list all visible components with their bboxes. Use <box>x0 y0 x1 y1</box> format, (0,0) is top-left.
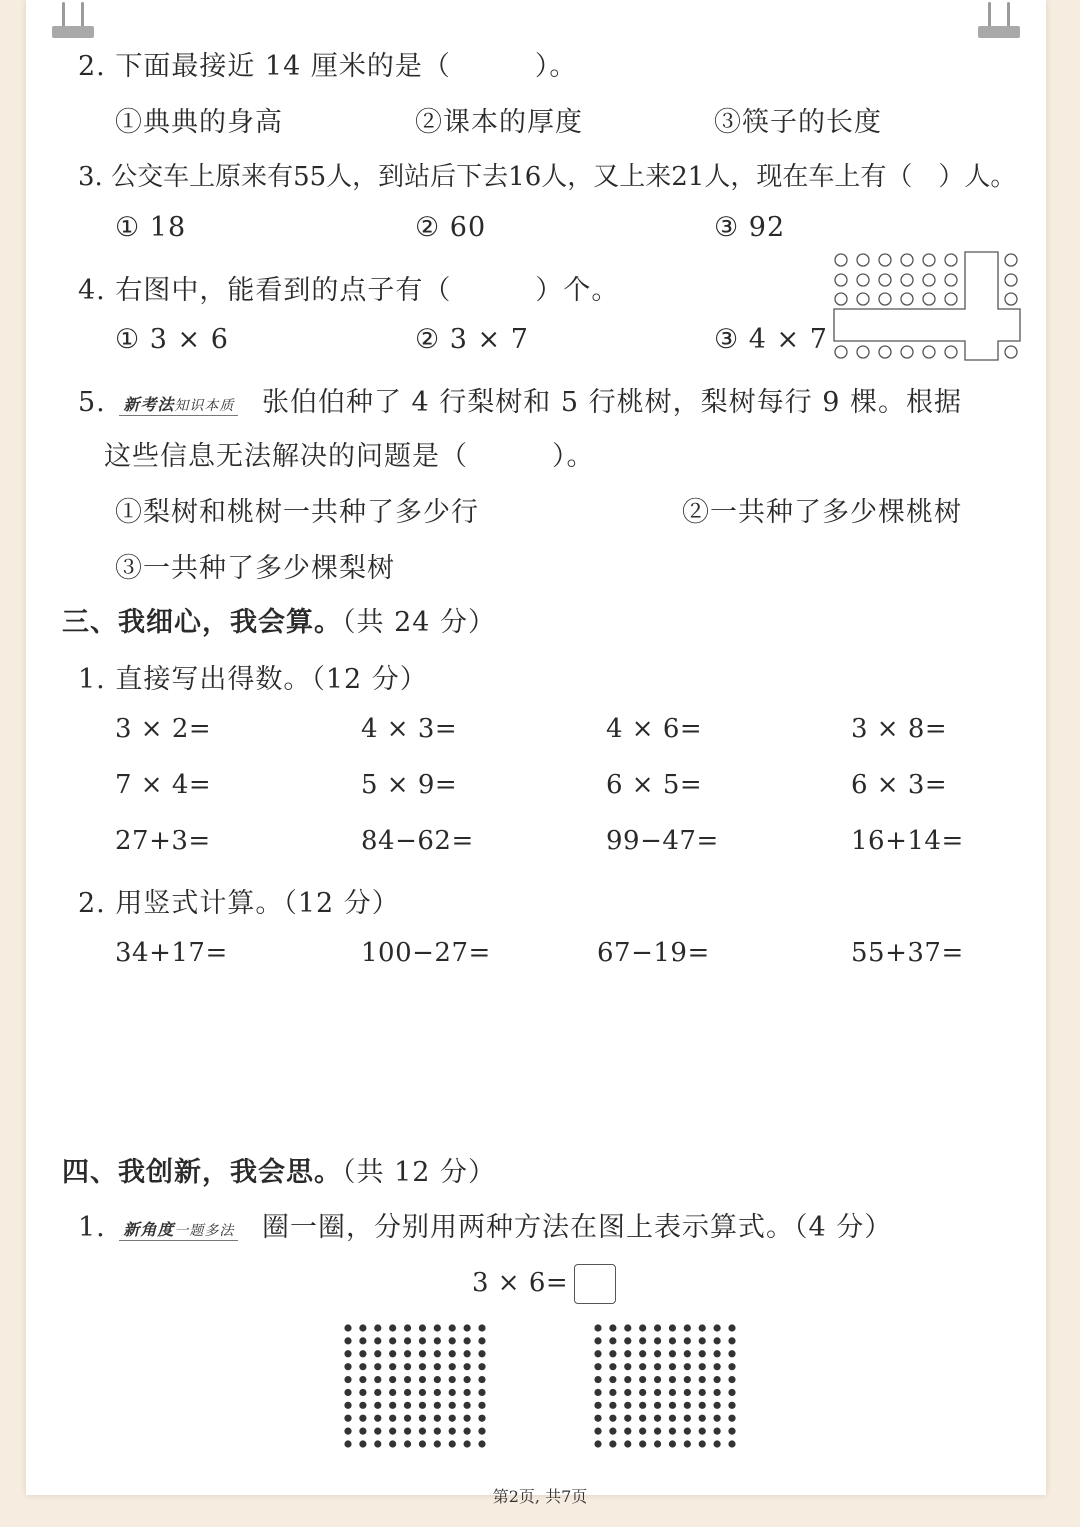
dot <box>594 1324 601 1331</box>
question-5-text-line-2: 这些信息无法解决的问题是（ ）。 <box>104 441 595 472</box>
dot <box>728 1440 735 1447</box>
dot <box>464 1350 471 1357</box>
dot <box>728 1363 735 1370</box>
dot <box>434 1350 441 1357</box>
dot <box>654 1350 661 1357</box>
dot <box>464 1389 471 1396</box>
vertical-calc-item: 100−27= <box>361 938 491 968</box>
dot <box>404 1428 411 1435</box>
dot <box>344 1428 351 1435</box>
dot <box>699 1415 706 1422</box>
tag-rest-text: 知识本质 <box>174 397 235 414</box>
dot <box>684 1350 691 1357</box>
dot <box>344 1440 351 1447</box>
dot <box>419 1363 426 1370</box>
dot <box>654 1415 661 1422</box>
dot <box>609 1337 616 1344</box>
dot <box>434 1363 441 1370</box>
dot <box>404 1363 411 1370</box>
dot <box>478 1389 485 1396</box>
dot <box>594 1337 601 1344</box>
dot <box>669 1324 676 1331</box>
dot <box>728 1337 735 1344</box>
dot <box>449 1324 456 1331</box>
dot <box>478 1376 485 1383</box>
dot <box>359 1337 366 1344</box>
dot <box>609 1428 616 1435</box>
dot <box>374 1337 381 1344</box>
dot <box>654 1324 661 1331</box>
dot <box>639 1428 646 1435</box>
dot <box>434 1324 441 1331</box>
dot <box>478 1402 485 1409</box>
dot <box>714 1415 721 1422</box>
dot <box>478 1324 485 1331</box>
dot <box>624 1363 631 1370</box>
dot <box>639 1402 646 1409</box>
dot <box>609 1389 616 1396</box>
section-4-question-1-number: 1. <box>78 1212 106 1243</box>
mental-math-item: 7 × 4= <box>115 770 212 800</box>
dot <box>419 1324 426 1331</box>
equation-line <box>472 1264 616 1304</box>
dot <box>654 1402 661 1409</box>
vertical-calc-item: 67−19= <box>597 938 710 968</box>
dot <box>714 1363 721 1370</box>
dot <box>624 1415 631 1422</box>
dot <box>449 1428 456 1435</box>
dot <box>404 1350 411 1357</box>
question-5-option-3: ③一共种了多少棵梨树 <box>115 553 395 584</box>
dot <box>344 1415 351 1422</box>
dot <box>654 1440 661 1447</box>
dot <box>624 1402 631 1409</box>
dot <box>669 1350 676 1357</box>
question-4-option-3: ③ 4 × 7 <box>714 324 828 355</box>
vertical-calc-item: 34+17= <box>115 938 228 968</box>
dot <box>594 1415 601 1422</box>
dot <box>609 1363 616 1370</box>
dot <box>714 1389 721 1396</box>
question-5-stem <box>78 380 962 419</box>
dot <box>609 1350 616 1357</box>
dot <box>684 1376 691 1383</box>
dot <box>449 1350 456 1357</box>
section-4-question-1-text: 圈一圈，分别用两种方法在图上表示算式。（4 分） <box>261 1212 893 1243</box>
dot <box>669 1415 676 1422</box>
mental-math-item: 4 × 6= <box>606 714 703 744</box>
dot <box>609 1402 616 1409</box>
question-2-option-1: ①典典的身高 <box>115 107 283 138</box>
dot <box>449 1402 456 1409</box>
dot <box>609 1376 616 1383</box>
mental-math-item: 3 × 2= <box>115 714 212 744</box>
question-4-option-1: ① 3 × 6 <box>115 324 229 355</box>
dot <box>609 1440 616 1447</box>
dot <box>684 1402 691 1409</box>
dot <box>389 1415 396 1422</box>
question-5-option-2: ②一共种了多少棵桃树 <box>682 497 962 528</box>
mental-math-item: 27+3= <box>115 826 211 856</box>
question-4-stem: 4. 右图中，能看到的点子有（ ）个。 <box>78 275 620 306</box>
dot <box>684 1415 691 1422</box>
section-4-title: 四、我创新，我会思。 <box>62 1157 342 1188</box>
dot <box>684 1337 691 1344</box>
dot <box>669 1337 676 1344</box>
dot <box>389 1428 396 1435</box>
dot <box>344 1376 351 1383</box>
new-exam-method-tag <box>119 392 238 416</box>
dot <box>419 1376 426 1383</box>
dot <box>404 1415 411 1422</box>
question-3-option-3: ③ 92 <box>714 212 786 243</box>
dot <box>699 1363 706 1370</box>
dot <box>464 1428 471 1435</box>
dot <box>359 1389 366 1396</box>
dot <box>594 1350 601 1357</box>
mental-math-item: 6 × 3= <box>851 770 948 800</box>
dot <box>359 1376 366 1383</box>
dot <box>464 1376 471 1383</box>
dot <box>624 1350 631 1357</box>
tag-bold-text: 新角度 <box>123 1219 175 1239</box>
dot <box>594 1363 601 1370</box>
dot <box>728 1428 735 1435</box>
dot <box>654 1389 661 1396</box>
dot <box>728 1402 735 1409</box>
mental-math-item: 99−47= <box>606 826 719 856</box>
dot <box>434 1402 441 1409</box>
dot <box>478 1337 485 1344</box>
dot <box>684 1389 691 1396</box>
question-3-option-2: ② 60 <box>415 212 487 243</box>
dot <box>714 1350 721 1357</box>
section-3-title: 三、我细心，我会算。 <box>62 607 342 638</box>
dot <box>478 1440 485 1447</box>
dot <box>669 1428 676 1435</box>
covered-dot-array-figure <box>832 250 1024 362</box>
dot <box>639 1415 646 1422</box>
binder-clip-right <box>978 0 1020 42</box>
dot <box>389 1350 396 1357</box>
dot <box>594 1376 601 1383</box>
dot <box>344 1389 351 1396</box>
dot <box>654 1337 661 1344</box>
dot <box>464 1363 471 1370</box>
dot <box>374 1350 381 1357</box>
dot <box>449 1376 456 1383</box>
question-3-stem: 3. 公交车上原来有55人，到站后下去16人，又上来21人，现在车上有（ ）人。 <box>78 162 1017 192</box>
tag-bold-text: 新考法 <box>123 394 175 414</box>
question-2-option-2: ②课本的厚度 <box>415 107 583 138</box>
dot <box>728 1389 735 1396</box>
section-3-part-2-title: 2. 用竖式计算。（12 分） <box>78 888 400 919</box>
dot <box>669 1402 676 1409</box>
dot <box>374 1440 381 1447</box>
dot <box>359 1440 366 1447</box>
dot <box>419 1440 426 1447</box>
dot-grid-right <box>590 1320 740 1452</box>
dot <box>639 1350 646 1357</box>
dot <box>419 1337 426 1344</box>
page-footer: 第2页, 共7页 <box>492 1487 588 1506</box>
dot <box>699 1376 706 1383</box>
dot <box>478 1428 485 1435</box>
dot <box>669 1363 676 1370</box>
dot <box>434 1440 441 1447</box>
dot <box>359 1363 366 1370</box>
question-3-option-1: ① 18 <box>115 212 187 243</box>
section-3-points: （共 24 分） <box>342 607 497 638</box>
dot <box>344 1337 351 1344</box>
dot <box>624 1376 631 1383</box>
answer-box[interactable] <box>574 1264 616 1304</box>
dot <box>654 1428 661 1435</box>
dot <box>714 1376 721 1383</box>
dot <box>419 1350 426 1357</box>
dot <box>714 1428 721 1435</box>
dot <box>609 1324 616 1331</box>
dot <box>624 1428 631 1435</box>
dot <box>389 1376 396 1383</box>
dot <box>654 1376 661 1383</box>
dot <box>714 1337 721 1344</box>
section-4-points: （共 12 分） <box>342 1157 497 1188</box>
dot <box>684 1428 691 1435</box>
dot <box>699 1337 706 1344</box>
dot <box>639 1324 646 1331</box>
dot <box>434 1428 441 1435</box>
dot <box>639 1376 646 1383</box>
dot <box>374 1402 381 1409</box>
dot-grid-left <box>340 1320 490 1452</box>
dot <box>344 1363 351 1370</box>
dot <box>389 1363 396 1370</box>
mental-math-item: 3 × 8= <box>851 714 948 744</box>
dot <box>594 1402 601 1409</box>
dot <box>728 1376 735 1383</box>
dot <box>434 1337 441 1344</box>
dot <box>359 1415 366 1422</box>
dot <box>639 1440 646 1447</box>
dot <box>389 1402 396 1409</box>
dot <box>464 1402 471 1409</box>
dot <box>404 1440 411 1447</box>
question-5-number: 5. <box>78 387 106 418</box>
dot <box>374 1389 381 1396</box>
dot <box>374 1428 381 1435</box>
mental-math-item: 84−62= <box>361 826 474 856</box>
dot <box>404 1324 411 1331</box>
dot <box>714 1440 721 1447</box>
question-2-stem: 2. 下面最接近 14 厘米的是（ ）。 <box>78 51 578 82</box>
question-5-option-1: ①梨树和桃树一共种了多少行 <box>115 497 479 528</box>
dot <box>478 1363 485 1370</box>
dot <box>699 1428 706 1435</box>
section-3-heading <box>62 600 496 639</box>
dot <box>684 1440 691 1447</box>
mental-math-item: 5 × 9= <box>361 770 458 800</box>
dot <box>449 1389 456 1396</box>
section-3-part-1-title: 1. 直接写出得数。（12 分） <box>78 664 428 695</box>
dot <box>624 1440 631 1447</box>
mental-math-item: 16+14= <box>851 826 964 856</box>
dot <box>639 1337 646 1344</box>
dot <box>449 1415 456 1422</box>
dot <box>389 1440 396 1447</box>
dot <box>389 1337 396 1344</box>
dot <box>699 1389 706 1396</box>
dot <box>624 1337 631 1344</box>
dot <box>404 1376 411 1383</box>
dot <box>419 1402 426 1409</box>
dot <box>639 1389 646 1396</box>
dot <box>359 1324 366 1331</box>
dot <box>714 1324 721 1331</box>
dot <box>374 1376 381 1383</box>
tag-rest-text: 一题多法 <box>174 1222 235 1239</box>
question-5-text-line-1: 张伯伯种了 4 行梨树和 5 行桃树，梨树每行 9 棵。根据 <box>261 387 962 418</box>
dot <box>344 1324 351 1331</box>
dot <box>639 1363 646 1370</box>
question-2-option-3: ③筷子的长度 <box>714 107 882 138</box>
dot <box>464 1337 471 1344</box>
dot <box>594 1440 601 1447</box>
dot <box>389 1389 396 1396</box>
binder-clip-left <box>52 0 94 42</box>
dot <box>684 1363 691 1370</box>
dot <box>464 1440 471 1447</box>
dot <box>404 1402 411 1409</box>
mental-math-item: 4 × 3= <box>361 714 458 744</box>
dot <box>374 1415 381 1422</box>
dot <box>464 1415 471 1422</box>
dot <box>478 1415 485 1422</box>
dot <box>669 1376 676 1383</box>
dot <box>699 1440 706 1447</box>
dot <box>344 1402 351 1409</box>
dot <box>419 1428 426 1435</box>
section-4-question-1 <box>78 1205 892 1244</box>
dot <box>419 1389 426 1396</box>
dot <box>654 1363 661 1370</box>
dot <box>449 1337 456 1344</box>
section-4-heading <box>62 1150 496 1189</box>
new-angle-tag <box>119 1217 238 1241</box>
dot <box>389 1324 396 1331</box>
dot <box>594 1389 601 1396</box>
dot <box>449 1363 456 1370</box>
dot <box>728 1415 735 1422</box>
dot <box>434 1376 441 1383</box>
dot <box>404 1389 411 1396</box>
dot <box>609 1415 616 1422</box>
dot <box>449 1440 456 1447</box>
dot <box>344 1350 351 1357</box>
dot <box>728 1350 735 1357</box>
dot <box>464 1324 471 1331</box>
dot <box>434 1389 441 1396</box>
dot <box>359 1350 366 1357</box>
dot <box>434 1415 441 1422</box>
vertical-calc-item: 55+37= <box>851 938 964 968</box>
dot <box>728 1324 735 1331</box>
equation-text: 3 × 6= <box>472 1268 569 1298</box>
mental-math-item: 6 × 5= <box>606 770 703 800</box>
dot <box>624 1389 631 1396</box>
dot <box>374 1324 381 1331</box>
dot <box>359 1428 366 1435</box>
dot <box>699 1324 706 1331</box>
dot <box>669 1389 676 1396</box>
dot <box>374 1363 381 1370</box>
dot <box>359 1402 366 1409</box>
dot <box>624 1324 631 1331</box>
dot <box>714 1402 721 1409</box>
dot <box>594 1428 601 1435</box>
dot <box>669 1440 676 1447</box>
dot <box>699 1350 706 1357</box>
dot <box>478 1350 485 1357</box>
dot <box>419 1415 426 1422</box>
question-4-option-2: ② 3 × 7 <box>415 324 529 355</box>
dot <box>404 1337 411 1344</box>
dot <box>684 1324 691 1331</box>
dot <box>699 1402 706 1409</box>
